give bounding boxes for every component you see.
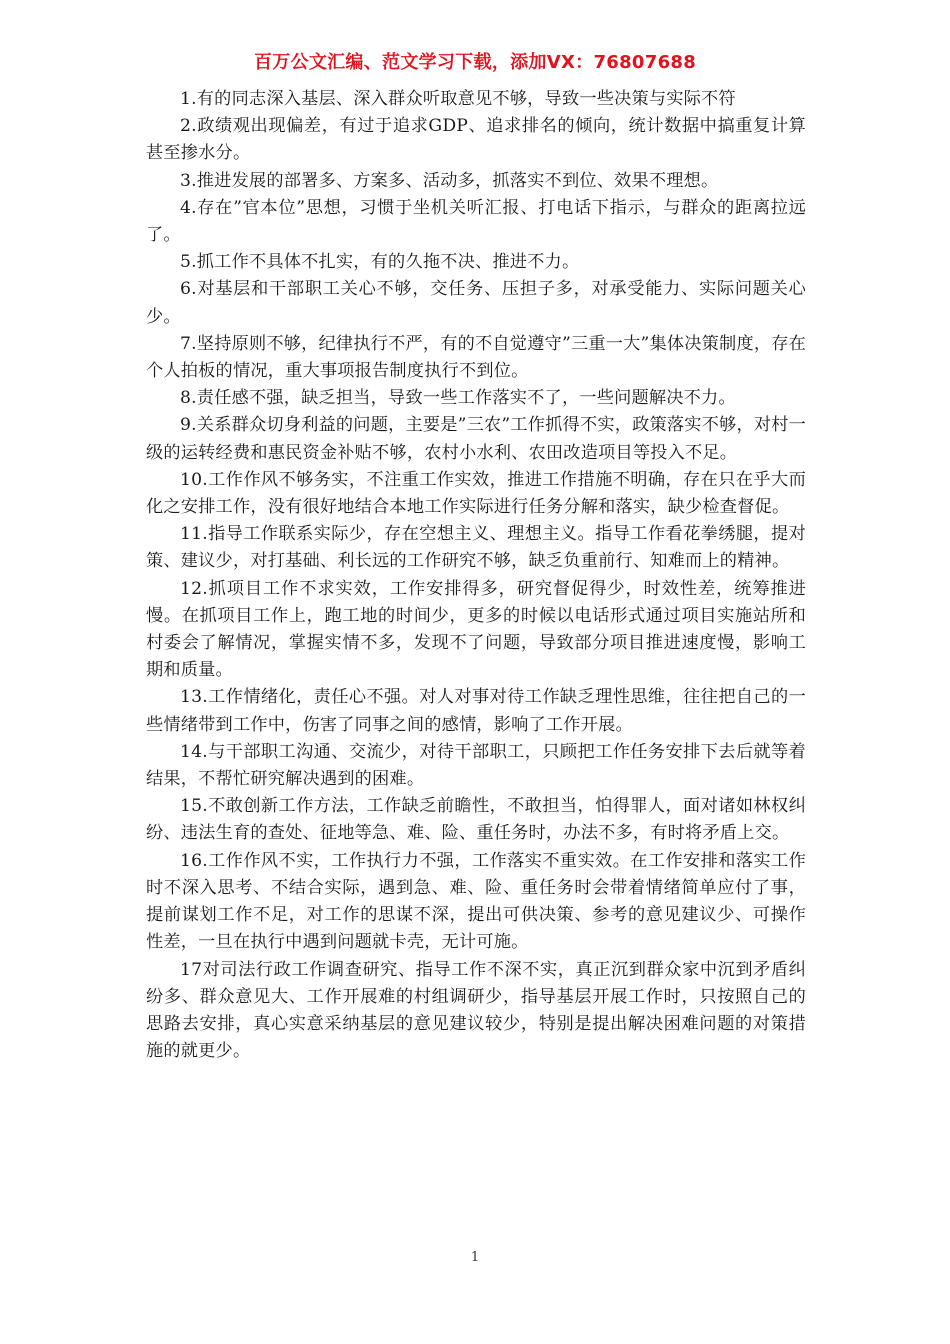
document-body [146,86,806,1065]
paragraph-6: 6.对基层和干部职工关心不够，交任务、压担子多，对承受能力、实际问题关心少。 [146,279,806,327]
paragraph-9: 9.关系群众切身利益的问题，主要是”三农”工作抓得不实，政策落实不够，对村一级的运转经费和惠民资金补贴不够，农村小水利、农田改造项目等投入不足。 [146,415,806,463]
paragraph-5: 5.抓工作不具体不扎实，有的久拖不决、推进不力。 [180,252,580,273]
paragraph-7: 7.坚持原则不够，纪律执行不严，有的不自觉遵守”三重一大”集体决策制度，存在个人拍板的情况，重大事项报告制度执行不到位。 [146,333,806,382]
page-number: 1 [470,1250,480,1265]
paragraph-1: 1.有的同志深入基层、深入群众听取意见不够，导致一些决策与实际不符 [180,89,736,109]
paragraph-3: 3.推进发展的部署多、方案多、活动多，抓落实不到位、效果不理想。 [180,170,719,191]
paragraph-4: 4.存在”官本位”思想，习惯于坐机关听汇报、打电话下指示，与群众的距离拉远了。 [146,197,806,246]
paragraph-11: 11.指导工作联系实际少，存在空想主义、理想主义。指导工作看花拳绣腿，提对策、建议少，对打基础、利长远的工作研究不够，缺乏负重前行、知难而上的精神。 [146,524,806,572]
paragraph-8: 8.责任感不强，缺乏担当，导致一些工作落实不了，一些问题解决不力。 [180,388,736,409]
header-banner: 百万公文汇编、范文学习下载，添加VX：76807688 [253,52,697,73]
paragraph-17: 17对司法行政工作调查研究、指导工作不深不实，真正沉到群众家中沉到矛盾纠纷多、群众意见大、工作开展难的村组调研少，指导基层开展工作时，只按照自己的思路去安排，真心实意采纳基层的意见建议较少，特别是提出解决困难问题的对策措施的就更少。 [146,959,806,1062]
paragraph-14: 14.与干部职工沟通、交流少，对待干部职工，只顾把工作任务安排下去后就等着结果，不帮忙研究解决遇到的困难。 [146,741,806,790]
paragraph-15: 15.不敢创新工作方法，工作缺乏前瞻性，不敢担当，怕得罪人，面对诸如林权纠纷、违法生育的查处、征地等急、难、险、重任务时，办法不多，有时将矛盾上交。 [146,796,806,844]
paragraph-10: 10.工作作风不够务实，不注重工作实效，推进工作措施不明确，存在只在乎大而化之安排工作，没有很好地结合本地工作实际进行任务分解和落实，缺少检查督促。 [146,469,806,518]
paragraph-12: 12.抓项目工作不求实效，工作安排得多，研究督促得少，时效性差，统筹推进慢。在抓项目工作上，跑工地的时间少，更多的时候以电话形式通过项目实施站所和村委会了解情况，掌握实情不多，发现不了问题，导致部分项目推进速度慢，影响工期和质量。 [146,578,806,681]
paragraph-16: 16.工作作风不实，工作执行力不强，工作落实不重实效。在工作安排和落实工作时不深入思考、不结合实际，遇到急、难、险、重任务时会带着情绪简单应付了事，提前谋划工作不足，对工作的思谋不深，提出可供决策、参考的意见建议少、可操作性差，一旦在执行中遇到问题就卡壳，无计可施。 [146,850,806,953]
paragraph-13: 13.工作情绪化，责任心不强。对人对事对待工作缺乏理性思维，往往把自己的一些情绪带到工作中，伤害了同事之间的感情，影响了工作开展。 [146,687,806,735]
paragraph-2: 2.政绩观出现偏差，有过于追求GDP、追求排名的倾向，统计数据中搞重复计算甚至掺水分。 [146,116,806,164]
